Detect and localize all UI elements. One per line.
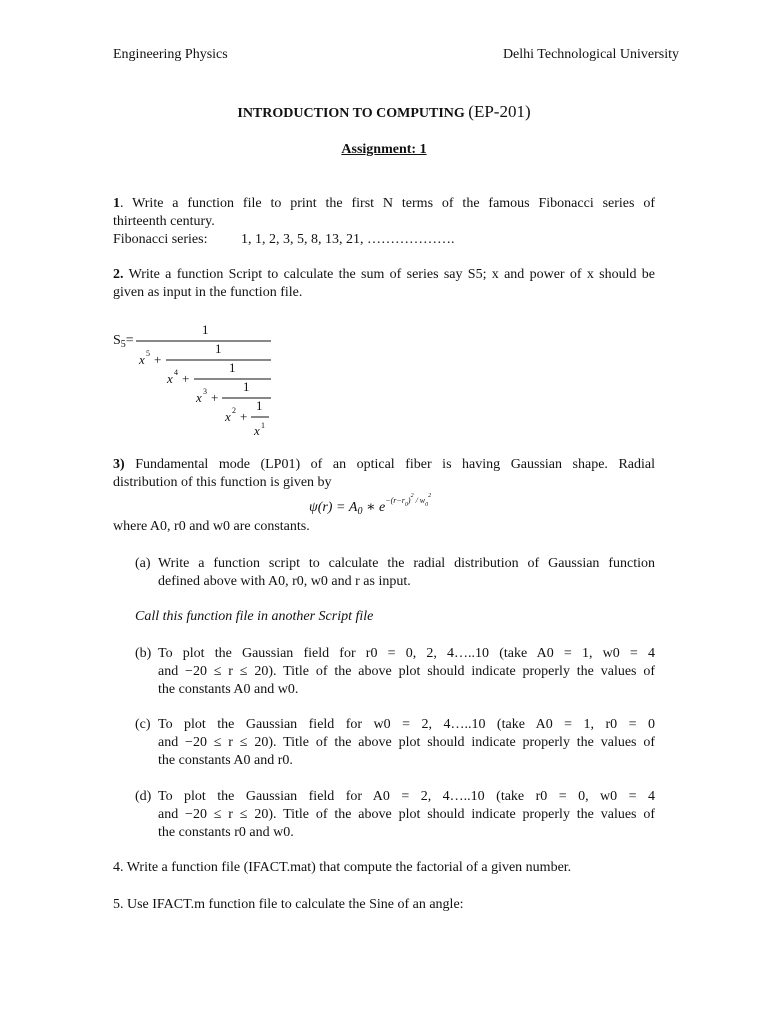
q3-b-line3: the constants A0 and w0. (158, 682, 299, 697)
question-4: 4. Write a function file (IFACT.mat) that compute the factorial of a given number. (113, 860, 572, 875)
q3-c-line3: the constants A0 and r0. (158, 753, 293, 768)
plus-2: + (182, 371, 190, 386)
q1-number: 1 (113, 196, 120, 211)
q3-d-line1: To plot the Gaussian field for A0 = 2, 4…..10 (take r0 = 0, w0 = 4 (158, 789, 655, 804)
q3-d-line3: the constants r0 and w0. (158, 825, 294, 840)
q3-line2: distribution of this function is given by (113, 475, 332, 490)
numerator-5: 1 (256, 398, 263, 413)
assignment-heading: Assignment: 1 (341, 142, 427, 157)
plus-1: + (154, 352, 162, 367)
title-code: (EP-201) (468, 102, 531, 121)
plus-4: + (240, 409, 248, 424)
q3-a-line2: defined above with A0, r0, w0 and r as input. (158, 574, 411, 589)
numerator-2: 1 (215, 341, 222, 356)
q3-b-label: (b) (135, 646, 152, 661)
q3-part-c (135, 716, 655, 770)
q3-number: 3) (113, 457, 125, 472)
q3-a-label: (a) (135, 556, 151, 571)
numerator-4: 1 (243, 379, 250, 394)
q1-series-label: Fibonacci series: (113, 232, 208, 247)
question-3 (113, 456, 655, 492)
gaussian-equation: $\psi(r) = A_0$ ∗ $e^{-(r-r_0)^2 / w_0^2}$ (309, 493, 432, 517)
q3-c-line1: To plot the Gaussian field for w0 = 2, 4…..10 (take A0 = 1, r0 = 0 (158, 717, 655, 732)
q1-series-values: 1, 1, 2, 3, 5, 8, 13, 21, ………………. (240, 232, 455, 247)
exp-3: 3 (203, 387, 207, 396)
q3-text-1: Fundamental mode (LP01) of an optical fiber is having Gaussian shape. Radial (135, 457, 655, 472)
q3-part-b (135, 645, 655, 699)
title-main: INTRODUCTION TO COMPUTING (237, 106, 465, 121)
q1-text-1: . Write a function file to print the first N terms of the famous Fibonacci series of (120, 196, 655, 211)
q2-text-1: Write a function Script to calculate the sum of series say S5; x and power of x should be (128, 267, 656, 282)
q3-line1 (113, 456, 655, 474)
term-x1: x (254, 423, 260, 438)
exp-2: 2 (232, 406, 236, 415)
q3-part-d (135, 788, 655, 842)
q3-a-line1: Write a function script to calculate the radial distribution of Gaussian function (158, 556, 655, 571)
question-5: 5. Use IFACT.m function file to calculate the Sine of an angle: (113, 897, 464, 912)
formula-lhs: $S_5=$ (113, 333, 134, 350)
q3-b-line2: and −20 ≤ r ≤ 20). Title of the above plot should indicate properly the values of (158, 664, 655, 679)
call-note: Call this function file in another Script file (135, 609, 374, 624)
q3-d-line2: and −20 ≤ r ≤ 20). Title of the above plot should indicate properly the values of (158, 807, 655, 822)
q3-b-line1: To plot the Gaussian field for r0 = 0, 2, 4…..10 (take A0 = 1, w0 = 4 (158, 646, 655, 661)
plus-3: + (211, 390, 219, 405)
q3-where: where A0, r0 and w0 are constants. (113, 519, 310, 534)
q3-c-label: (c) (135, 717, 151, 732)
term-x2: x (225, 409, 231, 424)
q2-number: 2. (113, 267, 124, 282)
term-x4: x (167, 371, 173, 386)
q3-d-label: (d) (135, 789, 152, 804)
term-x5: x (139, 352, 145, 367)
exp-1: 1 (261, 421, 265, 430)
q2-line2: given as input in the function file. (113, 285, 303, 300)
exp-5: 5 (146, 349, 150, 358)
numerator-3: 1 (229, 360, 236, 375)
q3-part-a (135, 555, 655, 591)
q3-c-line2: and −20 ≤ r ≤ 20). Title of the above plot should indicate properly the values of (158, 735, 655, 750)
exp-4: 4 (174, 368, 178, 377)
numerator-1: 1 (202, 322, 209, 337)
q1-line2: thirteenth century. (113, 214, 215, 229)
term-x3: x (196, 390, 202, 405)
header-course: Engineering Physics (113, 47, 228, 62)
header-university: Delhi Technological University (502, 47, 679, 62)
